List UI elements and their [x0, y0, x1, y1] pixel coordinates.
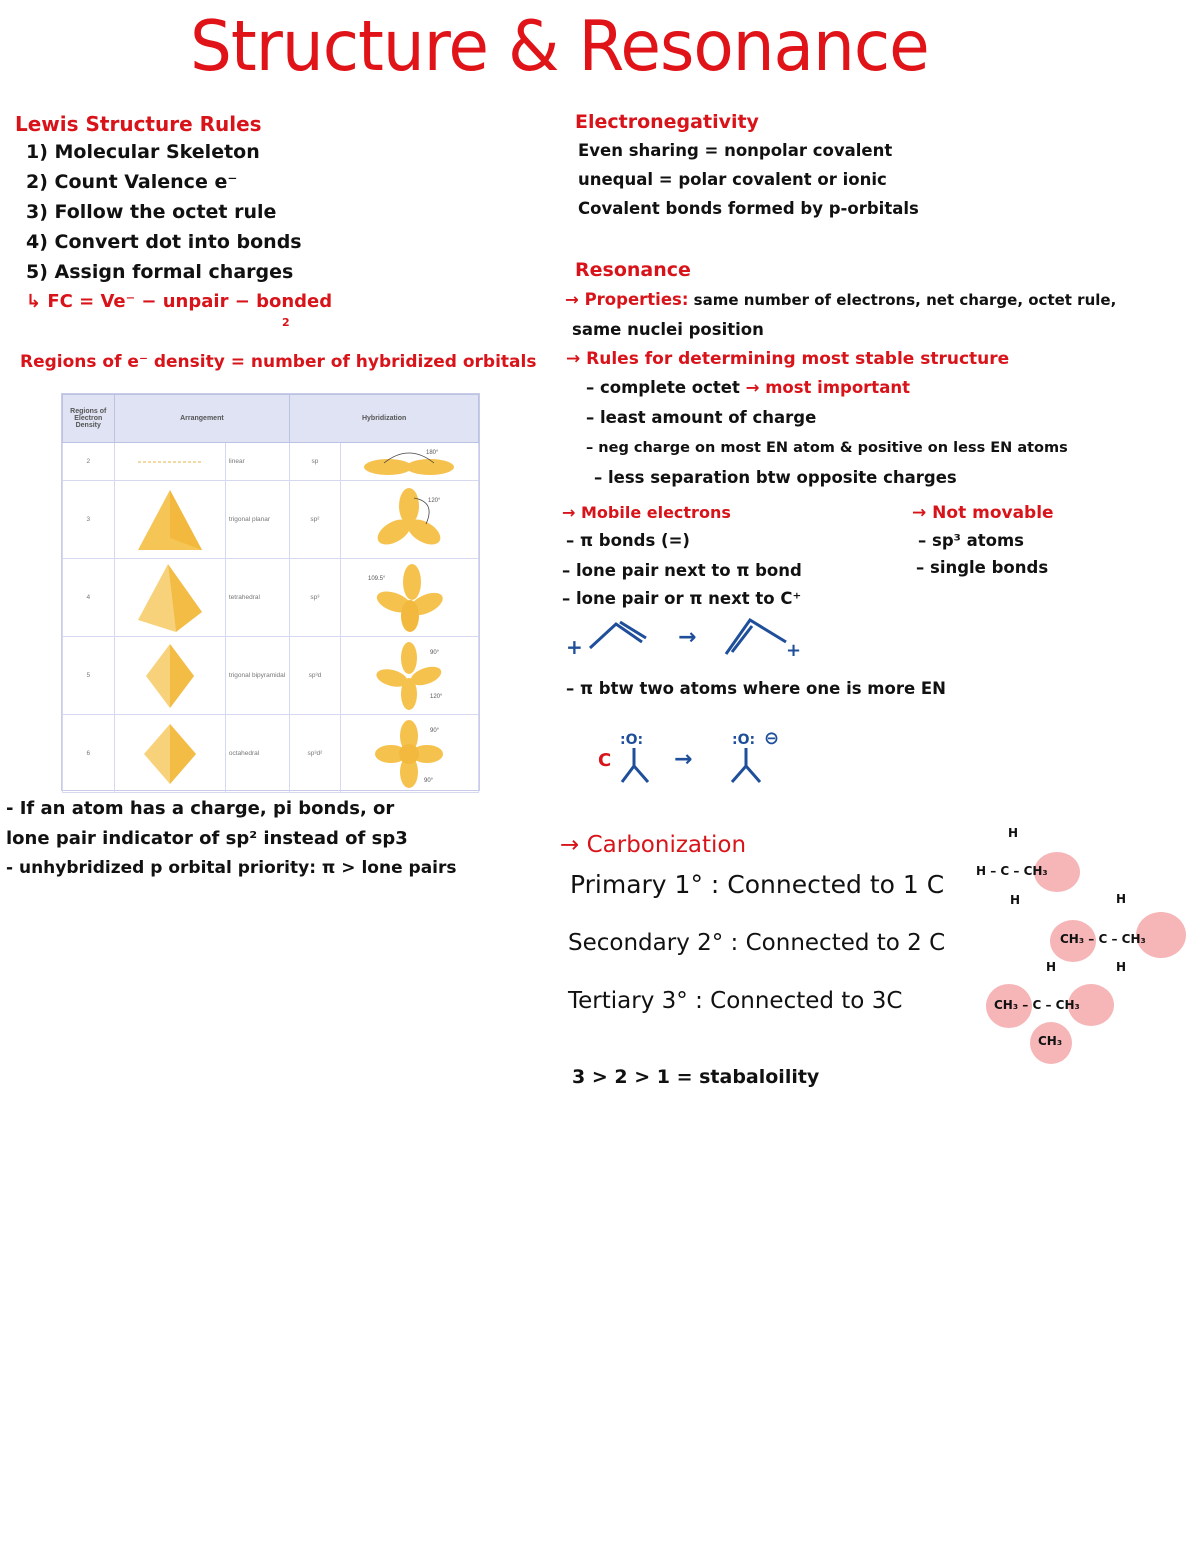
- plus-charge: +: [566, 635, 583, 659]
- sp3d2-orbital: [340, 715, 478, 793]
- note-line: - If an atom has a charge, pi bonds, or: [6, 798, 395, 819]
- lewis-item: 1) Molecular Skeleton: [26, 141, 260, 163]
- mobile-item: – π bonds (=): [566, 531, 690, 550]
- hybrid-cell: sp²: [290, 481, 340, 559]
- rule-line: – neg charge on most EN atom & positive on less EN atoms: [586, 440, 1068, 456]
- rule-line: – less separation btw opposite charges: [594, 468, 957, 487]
- hybrid-cell: sp³d: [290, 637, 340, 715]
- not-movable-item: – single bonds: [916, 558, 1049, 577]
- arrangement-cell: trigonal planar: [225, 481, 289, 559]
- lewis-item: 3) Follow the octet rule: [26, 201, 277, 223]
- sp3-orbital: [340, 559, 478, 637]
- secondary-structure: CH₃ – C – CH₃: [1060, 932, 1146, 946]
- table-row: [63, 715, 479, 793]
- tertiary-structure: CH₃ – C – CH₃: [994, 998, 1080, 1012]
- resonance-arrow: →: [678, 625, 697, 650]
- atom-label: CH₃: [1038, 1034, 1063, 1048]
- stability-order: 3 > 2 > 1 = stabaloility: [572, 1066, 820, 1088]
- arrangement-cell: linear: [225, 443, 289, 481]
- resonance-heading: Resonance: [575, 259, 691, 281]
- atom-label: H: [1046, 960, 1057, 974]
- properties-label: → Properties:: [565, 290, 689, 309]
- hybridization-table: [61, 393, 480, 791]
- linear-shape: [114, 443, 225, 481]
- trigonal-planar-shape: [114, 481, 225, 559]
- resonance-arrow: →: [674, 747, 693, 772]
- note-line: lone pair indicator of sp² instead of sp3: [6, 828, 408, 849]
- svg-text::O:: :O:: [620, 732, 644, 748]
- atom-label: CH₃: [1121, 932, 1146, 946]
- carbonization-heading: → Carbonization: [560, 832, 747, 858]
- atom-label: H: [1010, 893, 1021, 907]
- allyl-resonance-sketch: [560, 612, 810, 660]
- formal-charge-formula: ↳ FC = Ve⁻ − unpair − bonded: [26, 291, 333, 312]
- rule-text: – complete octet: [586, 378, 740, 397]
- regions-cell: 3: [63, 481, 115, 559]
- angle-label: 120°: [428, 497, 441, 504]
- secondary-carbon: Secondary 2° : Connected to 2 C: [568, 930, 946, 956]
- hybrid-cell: sp³: [290, 559, 340, 637]
- rules-heading: → Rules for determining most stable structure: [566, 349, 1010, 369]
- atom-label: H: [1116, 960, 1127, 974]
- atom-label: H: [1008, 826, 1019, 840]
- not-movable-heading: → Not movable: [912, 503, 1054, 523]
- page-title: Structure & Resonance: [190, 6, 929, 87]
- svg-text:C: C: [598, 750, 612, 771]
- table-row: [63, 637, 479, 715]
- arrangement-cell: tetrahedral: [225, 559, 289, 637]
- arrangement-cell: trigonal bipyramidal: [225, 637, 289, 715]
- table-row: [63, 443, 479, 481]
- atom-label: CH₃: [1060, 932, 1085, 946]
- angle-label: 90°: [424, 777, 434, 784]
- header-arrangement: Arrangement: [114, 395, 290, 443]
- properties-line: [565, 292, 1116, 309]
- mobile-item: – lone pair next to π bond: [562, 561, 802, 580]
- note-line: - unhybridized p orbital priority: π > lone pairs: [6, 858, 457, 878]
- atom-label: C: [1098, 932, 1108, 946]
- trigonal-bipyramidal-shape: [114, 637, 225, 715]
- octahedral-shape: [114, 715, 225, 793]
- between-atoms-note: – π btw two atoms where one is more EN: [566, 679, 946, 698]
- lewis-item: 2) Count Valence e⁻: [26, 171, 238, 193]
- atom-label: H: [1116, 892, 1127, 906]
- header-regions: Regions of Electron Density: [63, 395, 115, 443]
- hybrid-cell: sp: [290, 443, 340, 481]
- regions-cell: 2: [63, 443, 115, 481]
- electronegativity-heading: Electronegativity: [575, 111, 759, 133]
- sp-orbital: [340, 443, 478, 481]
- properties-line-2: same nuclei position: [572, 320, 764, 339]
- atom-label: C: [1032, 998, 1042, 1012]
- regions-cell: 6: [63, 715, 115, 793]
- properties-text: same number of electrons, net charge, octet rule,: [688, 291, 1117, 309]
- lewis-item: 5) Assign formal charges: [26, 261, 294, 283]
- formal-charge-denominator: 2: [282, 316, 290, 329]
- atom-label: CH₃: [1023, 864, 1048, 878]
- regions-heading: Regions of e⁻ density = number of hybridized orbitals: [20, 352, 537, 372]
- angle-label: 90°: [430, 727, 440, 734]
- rule-line: – least amount of charge: [586, 408, 817, 427]
- lewis-item: 4) Convert dot into bonds: [26, 231, 302, 253]
- angle-label: 90°: [430, 649, 440, 656]
- electroneg-item: Even sharing = nonpolar covalent: [578, 141, 893, 160]
- primary-structure: H – C – CH₃: [976, 864, 1048, 878]
- mobile-item: – lone pair or π next to C⁺: [562, 589, 802, 608]
- tertiary-carbon: Tertiary 3° : Connected to 3C: [568, 988, 903, 1014]
- regions-cell: 5: [63, 637, 115, 715]
- rule-emphasis: → most important: [745, 378, 910, 397]
- primary-carbon: Primary 1° : Connected to 1 C: [570, 870, 945, 899]
- atom-label: C: [1000, 864, 1010, 878]
- table-row: [63, 559, 479, 637]
- sp3d-orbital: [340, 637, 478, 715]
- atom-label: CH₃: [994, 998, 1019, 1012]
- lewis-heading: Lewis Structure Rules: [15, 112, 262, 136]
- angle-label: 120°: [430, 693, 443, 700]
- electroneg-item: Covalent bonds formed by p-orbitals: [578, 199, 919, 218]
- not-movable-item: – sp³ atoms: [918, 531, 1024, 550]
- atom-label: CH₃: [1055, 998, 1080, 1012]
- electroneg-item: unequal = polar covalent or ionic: [578, 170, 887, 189]
- atom-label: H: [976, 864, 987, 878]
- angle-label: 180°: [426, 449, 439, 456]
- hybrid-cell: sp³d²: [290, 715, 340, 793]
- rule-line: [586, 380, 910, 397]
- lone-pair-sketch: [592, 722, 802, 792]
- mobile-heading: → Mobile electrons: [562, 503, 731, 522]
- header-hybridization: Hybridization: [290, 395, 479, 443]
- plus-charge: +: [786, 640, 802, 660]
- regions-cell: 4: [63, 559, 115, 637]
- svg-text::O:: :O:: [732, 732, 756, 748]
- angle-label: 109.5°: [368, 575, 386, 582]
- tetrahedral-shape: [114, 559, 225, 637]
- sp2-orbital: [340, 481, 478, 559]
- arrangement-cell: octahedral: [225, 715, 289, 793]
- table-row: [63, 481, 479, 559]
- negative-charge: ⊖: [764, 728, 780, 749]
